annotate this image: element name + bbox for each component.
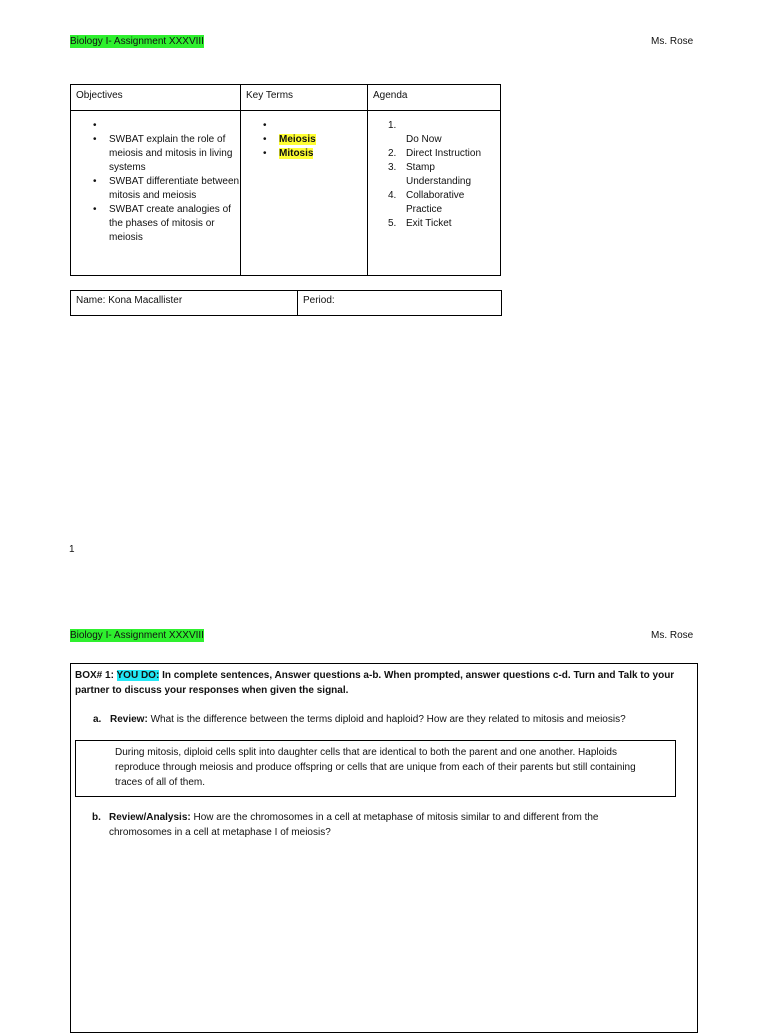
key-terms-header-cell (241, 85, 368, 111)
objectives-header-cell (71, 85, 241, 111)
agenda-header-cell (368, 85, 501, 111)
objectives-header: Objectives (76, 90, 123, 101)
box1-label: BOX# 1: (75, 670, 114, 681)
question-a-text: What is the difference between the terms diploid and haploid? How are they related to mitosis and meiosis? (150, 714, 626, 725)
objectives-cell (71, 111, 241, 276)
lesson-overview-table (70, 84, 501, 276)
question-a: a. Review: What is the difference between the terms diploid and haploid? How are they related to mitosis and meiosis? (93, 714, 626, 725)
key-term-item (241, 147, 367, 161)
page-number: 1 (69, 544, 75, 555)
answer-a-text: During mitosis, diploid cells split into daughter cells that are identical to both the parent and one another. Haploids reproduce through meiosis and produce offspring or cells that are unique from each of their parents but still containing traces of all of them. (115, 747, 636, 788)
student-name-field[interactable]: Name: Kona Macallister (71, 291, 298, 316)
you-do-label: YOU DO: (116, 670, 160, 681)
question-b-title: Review/Analysis: (109, 812, 191, 823)
answer-b-area[interactable] (92, 845, 682, 1015)
period-field[interactable]: Period: (298, 291, 502, 316)
box1-instructions (75, 668, 695, 698)
key-term-item (241, 133, 367, 147)
question-b-text: How are the chromosomes in a cell at metaphase of mitosis similar to and different from the chromosomes in a cell at metaphase I of meiosis? (109, 812, 599, 838)
key-terms-list (241, 119, 367, 161)
page1-header-title: Biology I- Assignment XXXVIII (70, 36, 204, 47)
agenda-item: 2. Direct Instruction (388, 148, 482, 159)
agenda-header: Agenda (373, 90, 408, 101)
objective-item: • SWBAT differentiate between mitosis and meiosis (71, 175, 240, 203)
agenda-item: 5. Exit Ticket (388, 218, 452, 229)
agenda-item: 3. Stamp Understanding (388, 162, 472, 187)
key-term-mitosis: Mitosis (279, 148, 314, 159)
answer-a-box[interactable] (75, 740, 676, 797)
agenda-list (368, 119, 500, 231)
objective-item (71, 119, 240, 133)
agenda-cell (368, 111, 501, 276)
page1-header-teacher: Ms. Rose (651, 36, 694, 47)
key-terms-cell (241, 111, 368, 276)
key-terms-header: Key Terms (246, 90, 294, 101)
question-a-title: Review: (110, 714, 148, 725)
objective-item: • SWBAT create analogies of the phases of mitosis or meiosis (71, 203, 240, 245)
question-b: b. Review/Analysis: How are the chromosomes in a cell at metaphase of mitosis similar to and different from the chromosomes in a cell at metaphase I of meiosis? (92, 812, 599, 838)
page2-header-teacher: Ms. Rose (651, 630, 694, 641)
objective-item: • SWBAT explain the role of meiosis and mitosis in living systems (71, 133, 240, 175)
key-term-item (241, 119, 367, 133)
student-info-table (70, 290, 502, 316)
key-term-meiosis: Meiosis (279, 134, 316, 145)
box1-instructions-text: In complete sentences, Answer questions a-b. When prompted, answer questions c-d. Turn and Talk to your partner to discuss your responses when given the signal. (75, 670, 675, 696)
agenda-item: 1. Do Now (388, 120, 442, 145)
agenda-item: 4. Collaborative Practice (388, 190, 465, 215)
page2-header-title: Biology I- Assignment XXXVIII (70, 630, 204, 641)
objectives-list (71, 119, 240, 245)
